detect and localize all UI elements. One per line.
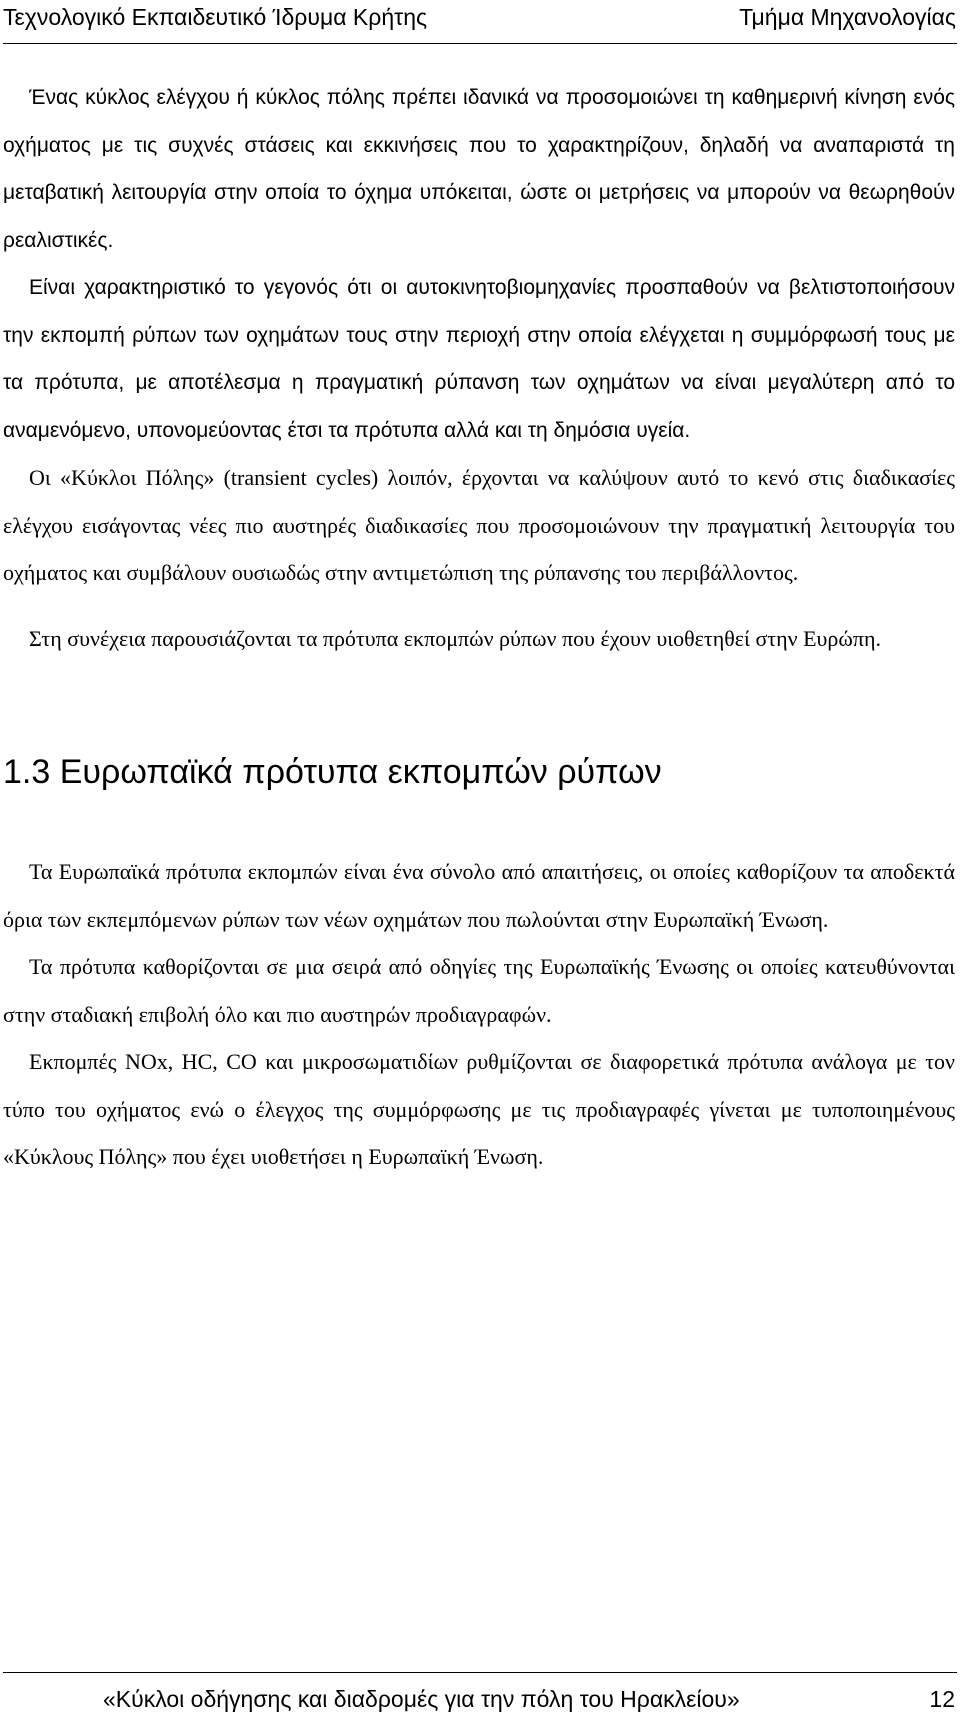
paragraph-emissions: Εκπομπές NOx, HC, CO και μικροσωματιδίων ρυθμίζονται σε διαφορετικά πρότυπα ανάλογα με τον τύπο του οχήματος ενώ ο έλεγχος της συμμόρφωσης με τις προδιαγραφές γίνεται με τυποποιημένους «Κύκλους Πόλης» που έχει υιοθετήσει η Ευρωπαϊκή Ένωση. [3, 1049, 955, 1169]
header-department: Τμήμα Μηχανολογίας [739, 4, 956, 30]
paragraph-driving-cycle: Ένας κύκλος ελέγχου ή κύκλος πόλης πρέπει ιδανικά να προσομοιώνει τη καθημερινή κίνηση ενός οχήματος με τις συχνές στάσεις και εκκινήσεις που το χαρακτηρίζουν, δηλαδή να αναπαριστά τη μεταβατική λειτουργία στην οποία το όχημα υπόκειται, ώστε οι μετρήσεις να μπορούν να θεωρηθούν ρεαλιστικές. [3, 86, 955, 252]
page-body [3, 74, 955, 1181]
paragraph-european-standards: Τα Ευρωπαϊκά πρότυπα εκπομπών είναι ένα σύνολο από απαιτήσεις, οι οποίες καθορίζουν τα αποδεκτά όρια των εκπεμπόμενων ρύπων των νέων οχημάτων που πωλούνται στην Ευρωπαϊκή Ένωση. [3, 859, 955, 932]
footer-title: «Κύκλοι οδήγησης και διαδρομές για την πόλη του Ηρακλείου» [103, 1686, 740, 1712]
page-number: 12 [929, 1686, 955, 1712]
page-header [0, 4, 960, 38]
header-institution: Τεχνολογικό Εκπαιδευτικό Ίδρυμα Κρήτης [3, 4, 428, 30]
page-footer [3, 1672, 957, 1722]
section-heading: 1.3 Ευρωπαϊκά πρότυπα εκπομπών ρύπων [3, 753, 662, 791]
paragraph-standards-intro: Στη συνέχεια παρουσιάζονται τα πρότυπα εκπομπών ρύπων που έχουν υιοθετηθεί στην Ευρώπη. [29, 625, 882, 651]
paragraph-directives: Τα πρότυπα καθορίζονται σε μια σειρά από οδηγίες της Ευρωπαϊκής Ένωσης οι οποίες κατευθύνονται στην σταδιακή επιβολή όλο και πιο αυστηρών προδιαγραφών. [3, 954, 955, 1027]
paragraph-manufacturers: Είναι χαρακτηριστικό το γεγονός ότι οι αυτοκινητοβιομηχανίες προσπαθούν να βελτιστοποιήσουν την εκπομπή ρύπων των οχημάτων τους στην περιοχή στην οποία ελέγχεται η συμμόρφωσή τους με τα πρότυπα, με αποτέλεσμα η πραγματική ρύπανση των οχημάτων να είναι μεγαλύτερη από το αναμενόμενο, υπονομεύοντας έτσι τα πρότυπα αλλά και τη δημόσια υγεία. [3, 276, 955, 442]
header-divider [3, 43, 957, 44]
footer-divider [3, 1672, 957, 1673]
paragraph-city-cycles: Οι «Κύκλοι Πόλης» (transient cycles) λοιπόν, έρχονται να καλύψουν αυτό το κενό στις διαδικασίες ελέγχου εισάγοντας νέες πιο αυστηρές διαδικασίες που προσομοιώνουν την πραγματική λειτουργία του οχήματος και συμβάλουν ουσιωδώς στην αντιμετώπιση της ρύπανσης του περιβάλλοντος. [3, 465, 955, 585]
